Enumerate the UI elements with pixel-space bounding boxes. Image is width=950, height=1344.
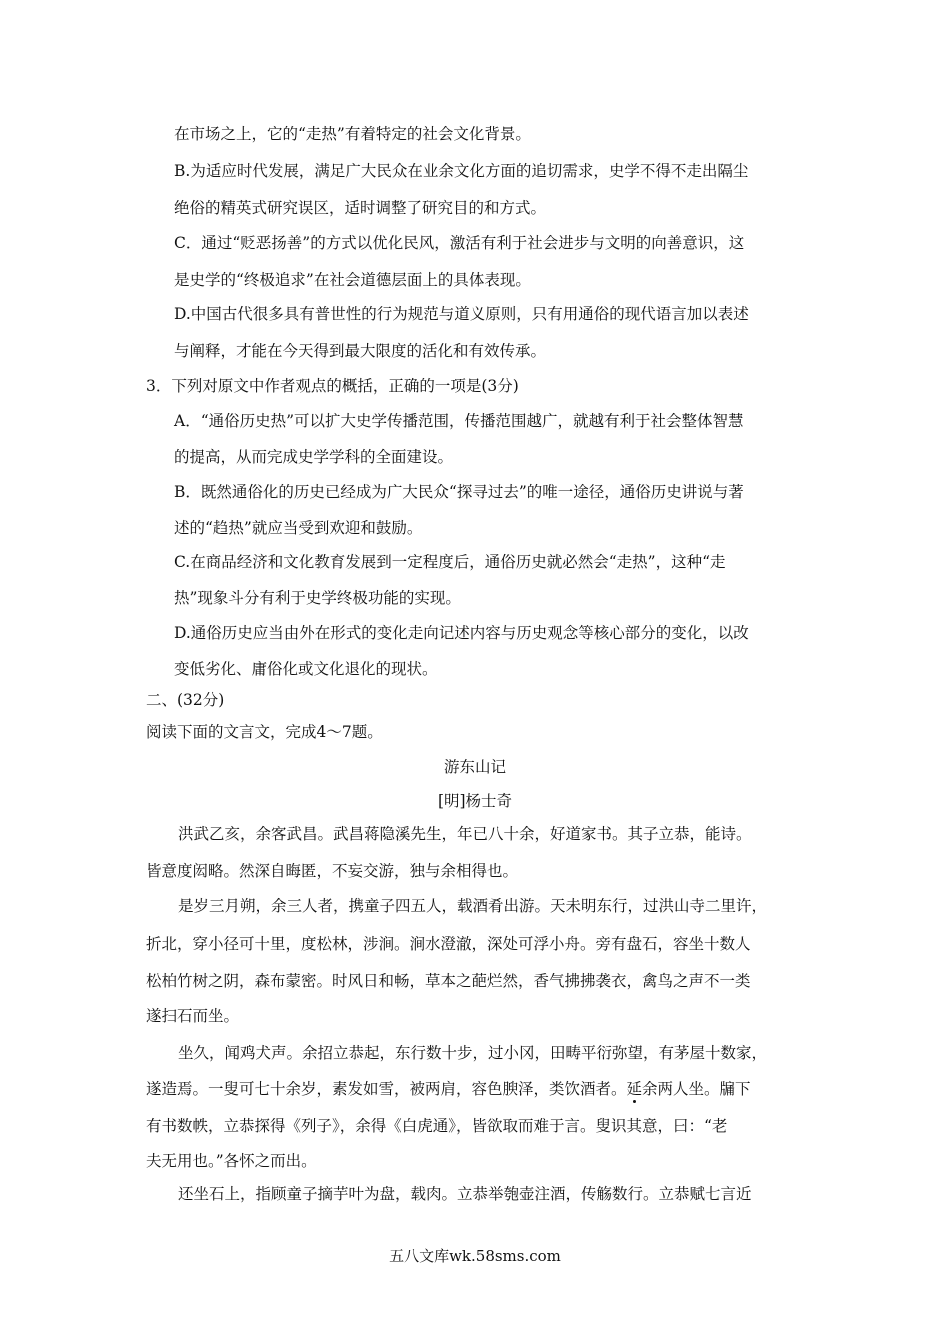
option-d-line: D.通俗历史应当由外在形式的变化走向记述内容与历史观念等核心部分的变化，以改 (174, 624, 749, 642)
option-d-line: D.中国古代很多具有普世性的行为规范与道义原则，只有用通俗的现代语言加以表述 (174, 305, 749, 323)
passage-line: 夫无用也。”各怀之而出。 (146, 1152, 317, 1170)
question-3: 3．下列对原文中作者观点的概括，正确的一项是(3分) (146, 377, 519, 395)
passage-line (146, 1079, 751, 1099)
instruction: 阅读下面的文言文，完成4～7题。 (146, 723, 383, 741)
section-heading: 二、(32分) (146, 691, 225, 709)
passage-line: 有书数帙，立恭探得《列子》，余得《白虎通》，皆欲取而难于言。叟识其意，曰：“老 (146, 1117, 728, 1135)
option-a-line: A．“通俗历史热”可以扩大史学传播范围，传播范围越广，就越有利于社会整体智慧 (174, 412, 744, 430)
passage-title: 游东山记 (443, 758, 506, 776)
text-line: 述的“趋热”就应当受到欢迎和鼓励。 (174, 519, 423, 537)
passage-line: 皆意度闳略。然深自晦匿，不妄交游，独与余相得也。 (146, 862, 519, 880)
text-line: 在市场之上，它的“走热”有着特定的社会文化背景。 (174, 125, 531, 143)
passage-segment: 余两人坐。牖下 (642, 1080, 751, 1098)
passage-line: 还坐石上，指顾童子摘芋叶为盘，载肉。立恭举匏壶注酒，传觞数行。立恭赋七言近 (178, 1185, 752, 1203)
passage-author: [明]杨士奇 (437, 792, 513, 810)
text-line: 热”现象斗分有利于史学终极功能的实现。 (174, 589, 461, 607)
passage-line: 洪武乙亥，余客武昌。武昌蒋隐溪先生，年已八十余，好道家书。其子立恭，能诗。 (178, 825, 752, 843)
passage-line: 坐久，闻鸡犬声。余招立恭起，东行数十步，过小冈，田畴平衍弥望，有茅屋十数家， (178, 1044, 768, 1062)
passage-line: 松柏竹树之阴，森布蒙密。时风日和畅，草本之葩烂然，香气拂拂袭衣，禽鸟之声不一类 (146, 972, 751, 990)
option-c-line: C．通过“贬恶扬善”的方式以优化民风，激活有利于社会进步与文明的向善意识，这 (174, 234, 745, 252)
option-b-line: B．既然通俗化的历史已经成为广大民众“探寻过去”的唯一途径，通俗历史讲说与著 (174, 483, 744, 501)
text-line: 的提高，从而完成史学学科的全面建设。 (174, 448, 454, 466)
passage-line: 遂扫石而坐。 (146, 1007, 240, 1025)
option-c-line: C.在商品经济和文化教育发展到一定程度后，通俗历史就必然会“走热”，这种“走 (174, 553, 726, 571)
text-line: 是史学的“终极追求”在社会道德层面上的具体表现。 (174, 271, 531, 289)
text-line: 变低劣化、庸俗化或文化退化的现状。 (174, 660, 438, 678)
passage-line: 折北，穿小径可十里，度松林，涉涧。涧水澄澈，深处可浮小舟。旁有盘石，容坐十数人 (146, 935, 751, 953)
text-line: 绝俗的精英式研究误区，适时调整了研究目的和方式。 (174, 199, 547, 217)
option-b-line: B.为适应时代发展，满足广大民众在业余文化方面的追切需求，史学不得不走出隔尘 (174, 162, 749, 180)
text-line: 与阐释，才能在今天得到最大限度的活化和有效传承。 (174, 342, 547, 360)
passage-segment: 遂造焉。一叟可七十余岁，素发如雪，被两肩，容色腴泽，类饮酒者。 (146, 1080, 627, 1098)
emphasized-character: 延 (626, 1080, 643, 1098)
footer-watermark: 五八文库wk.58sms.com (389, 1247, 561, 1265)
passage-line: 是岁三月朔，余三人者，携童子四五人，载酒肴出游。天未明东行，过洪山寺二里许， (178, 897, 768, 915)
